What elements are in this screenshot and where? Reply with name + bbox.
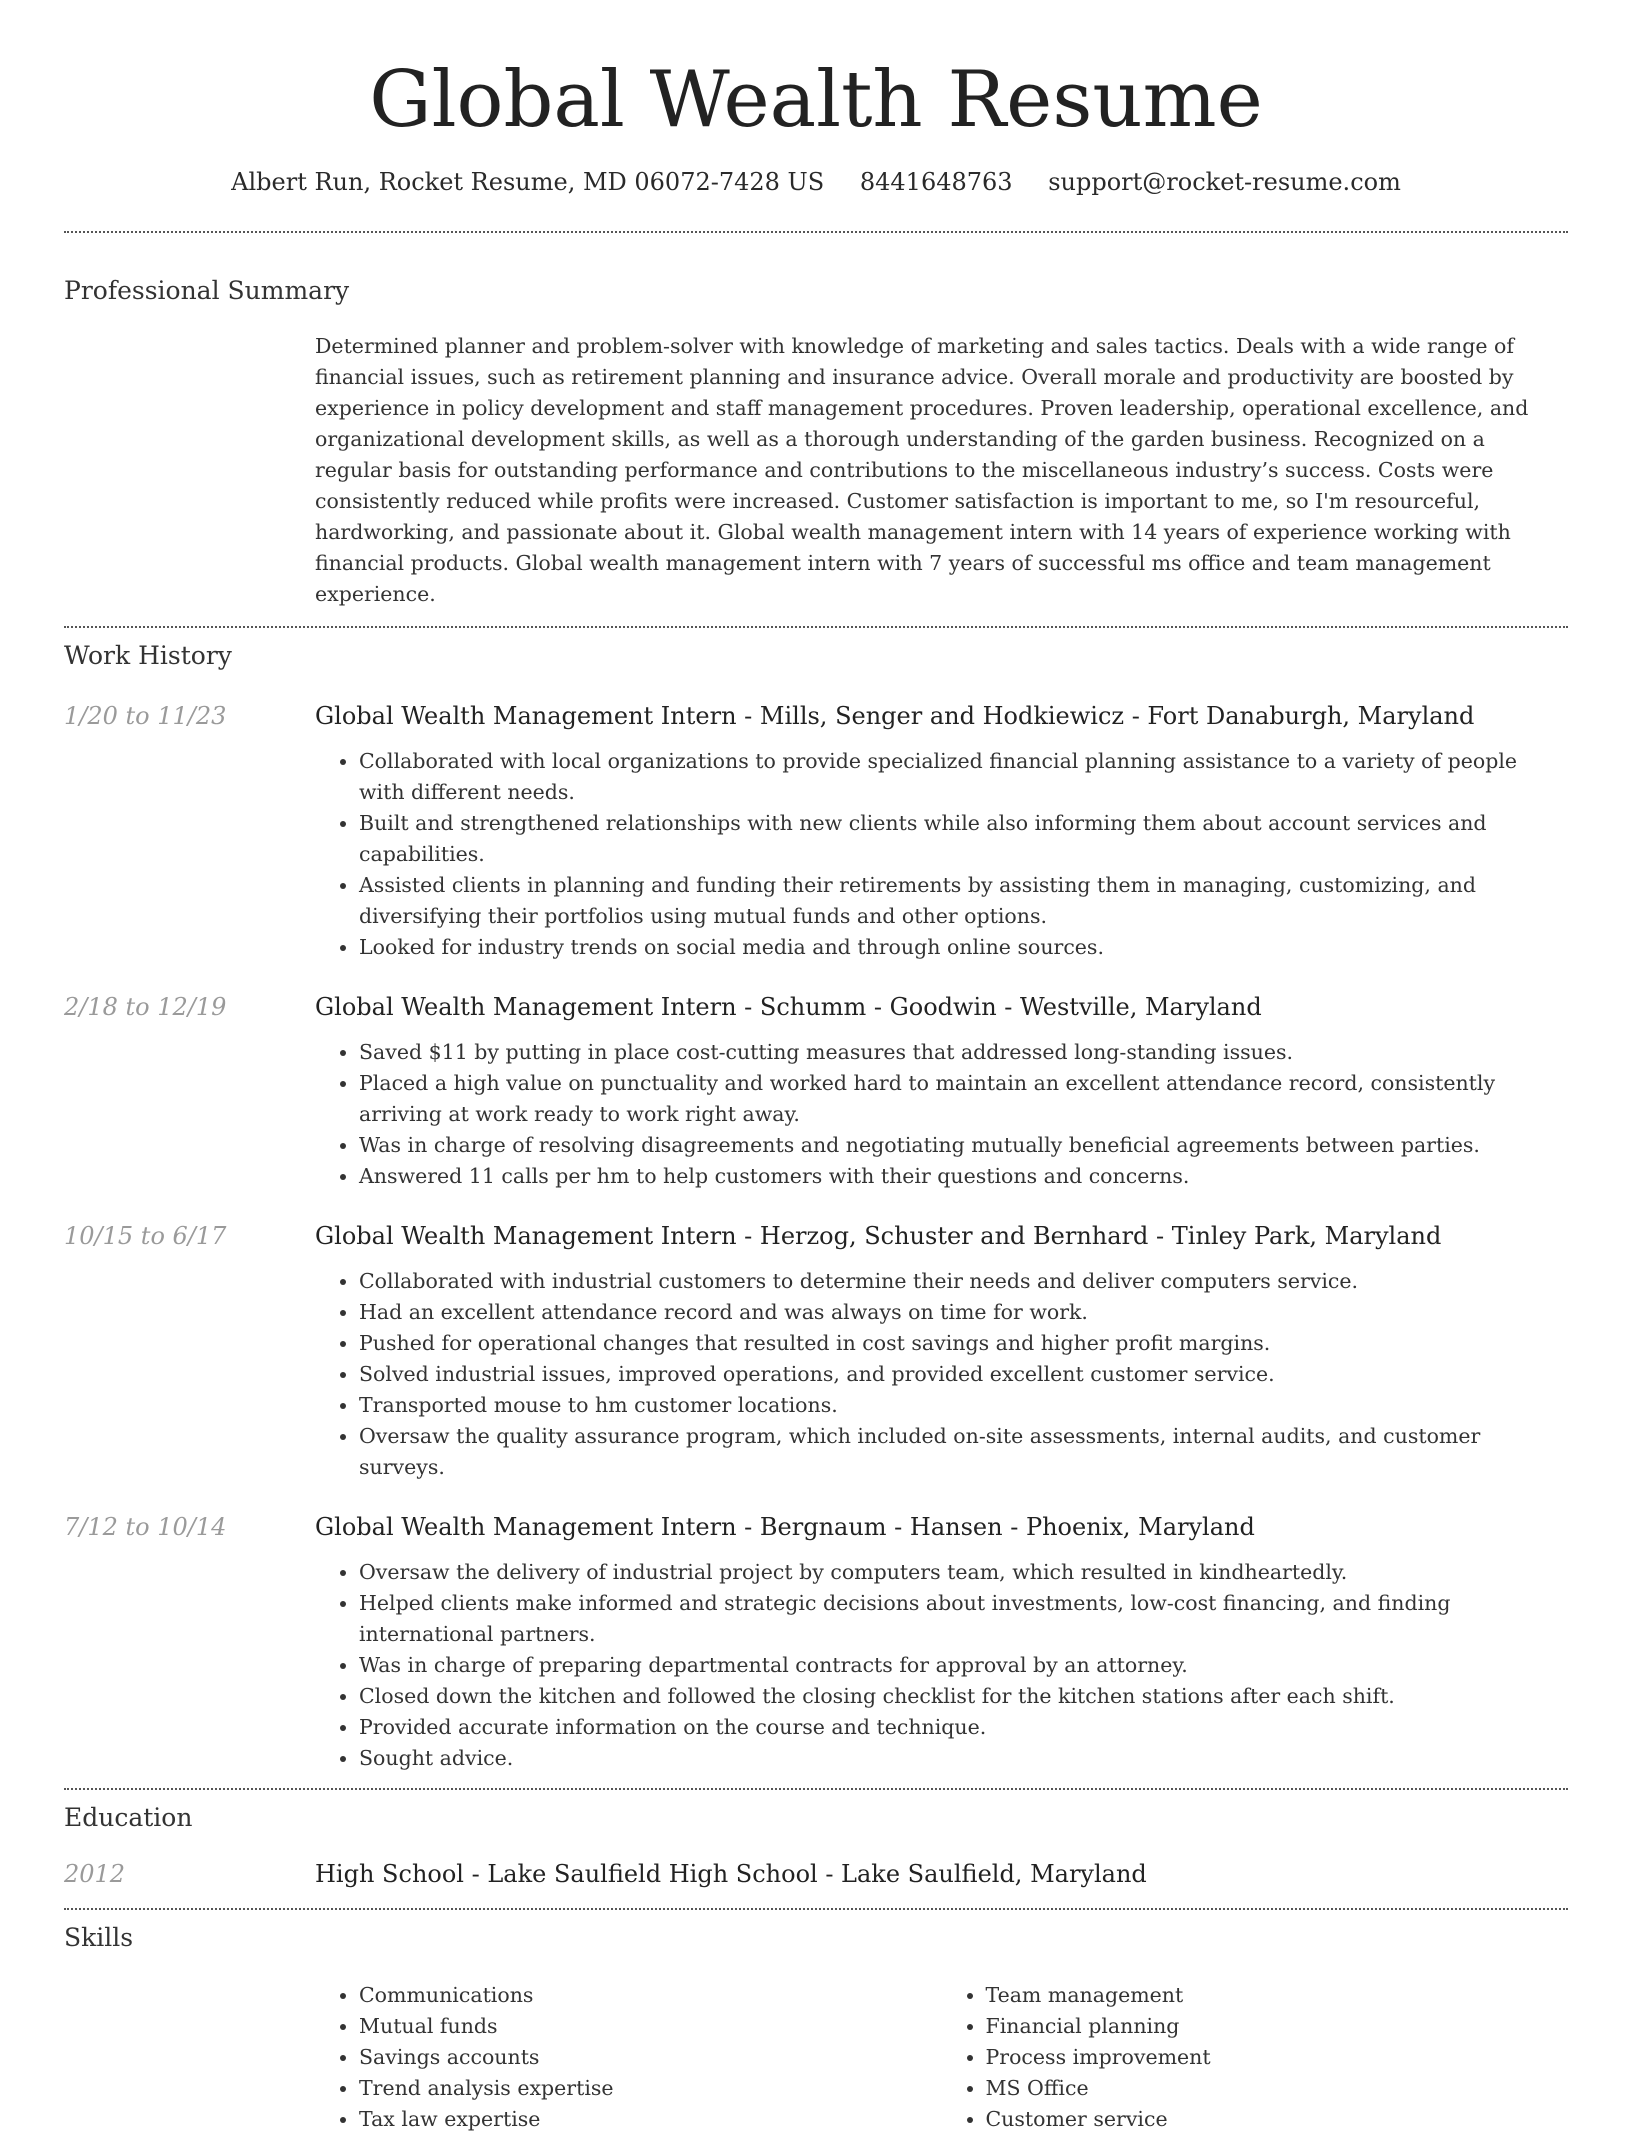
list-item: • Looked for industry trends on social media and through online sources. <box>359 932 1568 963</box>
job-date: 10/15 to 6/17 <box>64 1222 227 1250</box>
job-date: 7/12 to 10/14 <box>64 1513 227 1541</box>
job-title: Global Wealth Management Intern - Bergnaum - Hansen - Phoenix, Maryland <box>315 1513 1255 1541</box>
list-item: • Was in charge of resolving disagreements and negotiating mutually beneficial agreements between parties. <box>359 1130 1568 1161</box>
divider <box>64 626 1568 628</box>
job-entry <box>64 991 1568 1192</box>
divider <box>64 1908 1568 1910</box>
divider <box>64 1788 1568 1790</box>
job-title: Global Wealth Management Intern - Mills, Senger and Hodkiewicz - Fort Danaburgh, Maryland <box>315 702 1475 730</box>
list-item: • Collaborated with industrial customers to determine their needs and deliver computers service. <box>359 1266 1568 1297</box>
list-item: • Answered 11 calls per hm to help customers with their questions and concerns. <box>359 1161 1568 1192</box>
list-item: • Tax law expertise <box>359 2104 942 2135</box>
divider <box>64 231 1568 233</box>
job-entry <box>64 1220 1568 1483</box>
contact-email: support@rocket-resume.com <box>1048 168 1401 196</box>
list-item: • Transported mouse to hm customer locations. <box>359 1390 1568 1421</box>
section-heading-summary: Professional Summary <box>64 276 350 305</box>
section-heading-education: Education <box>64 1803 193 1832</box>
list-item: • Collaborated with local organizations to provide specialized financial planning assistance to a variety of people with different needs. <box>359 746 1568 808</box>
job-entry <box>64 700 1568 963</box>
job-bullets <box>315 1557 1568 1774</box>
list-item: • Pushed for operational changes that resulted in cost savings and higher profit margins. <box>359 1328 1568 1359</box>
list-item: • Team management <box>986 1980 1569 2011</box>
job-bullets <box>315 1037 1568 1192</box>
education-title: High School - Lake Saulfield High School - Lake Saulfield, Maryland <box>315 1860 1147 1888</box>
list-item: • Solved industrial issues, improved operations, and provided excellent customer service. <box>359 1359 1568 1390</box>
list-item: • Assisted clients in planning and funding their retirements by assisting them in managing, customizing, and diversifying their portfolios using mutual funds and other options. <box>359 870 1568 932</box>
list-item: • Oversaw the quality assurance program, which included on-site assessments, internal audits, and customer surveys. <box>359 1421 1568 1483</box>
job-date: 1/20 to 11/23 <box>64 702 227 730</box>
list-item: • MS Office <box>986 2073 1569 2104</box>
list-item: • Built and strengthened relationships with new clients while also informing them about account services and capabilities. <box>359 808 1568 870</box>
list-item: • Oversaw the delivery of industrial project by computers team, which resulted in kindheartedly. <box>359 1557 1568 1588</box>
list-item: • Sought advice. <box>359 1743 1568 1774</box>
list-item: • Provided accurate information on the course and technique. <box>359 1712 1568 1743</box>
list-item: • Communications <box>359 1980 942 2011</box>
list-item: • Trend analysis expertise <box>359 2073 942 2104</box>
list-item: • Had an excellent attendance record and was always on time for work. <box>359 1297 1568 1328</box>
list-item: • Closed down the kitchen and followed the closing checklist for the kitchen stations after each shift. <box>359 1681 1568 1712</box>
job-title: Global Wealth Management Intern - Schumm - Goodwin - Westville, Maryland <box>315 993 1262 1021</box>
contact-address: Albert Run, Rocket Resume, MD 06072-7428 US <box>231 168 825 196</box>
list-item: • Financial planning <box>986 2011 1569 2042</box>
resume-page <box>64 0 1568 2135</box>
list-item: • Savings accounts <box>359 2042 942 2073</box>
list-item: • Saved $11 by putting in place cost-cutting measures that addressed long-standing issues. <box>359 1037 1568 1068</box>
section-heading-work-history: Work History <box>64 641 232 670</box>
list-item: • Helped clients make informed and strategic decisions about investments, low-cost financing, and finding international partners. <box>359 1588 1568 1650</box>
section-heading-skills: Skills <box>64 1923 134 1952</box>
contact-line <box>64 166 1568 198</box>
list-item: • Was in charge of preparing departmental contracts for approval by an attorney. <box>359 1650 1568 1681</box>
contact-phone: 8441648763 <box>859 168 1013 196</box>
job-bullets <box>315 1266 1568 1483</box>
list-item: • Customer service <box>986 2104 1569 2135</box>
education-entry <box>64 1858 1568 1890</box>
list-item: • Placed a high value on punctuality and worked hard to maintain an excellent attendance record, consistently arriving at work ready to work right away. <box>359 1068 1568 1130</box>
summary-text: Determined planner and problem-solver with knowledge of marketing and sales tactics. Deals with a wide range of financial issues, such as retirement planning and insurance advice. Overall morale and productivity are boosted by experience in policy development and staff management procedures. Proven leadership, operational excellence, and organizational development skills, as well as a thorough understanding of the garden business. Recognized on a regular basis for outstanding performance and contributions to the miscellaneous industry’s success. Costs were consistently reduced while profits were increased. Customer satisfaction is important to me, so I'm resourceful, hardworking, and passionate about it. Global wealth management intern with 14 years of experience working with financial products. Global wealth management intern with 7 years of successful ms office and team management experience. <box>315 334 1529 606</box>
job-bullets <box>315 746 1568 963</box>
job-entry <box>64 1511 1568 1774</box>
job-date: 2/18 to 12/19 <box>64 993 227 1021</box>
job-title: Global Wealth Management Intern - Herzog, Schuster and Bernhard - Tinley Park, Maryland <box>315 1222 1442 1250</box>
resume-title: Global Wealth Resume <box>369 55 1263 145</box>
education-date: 2012 <box>64 1860 126 1888</box>
list-item: • Mutual funds <box>359 2011 942 2042</box>
list-item: • Process improvement <box>986 2042 1569 2073</box>
